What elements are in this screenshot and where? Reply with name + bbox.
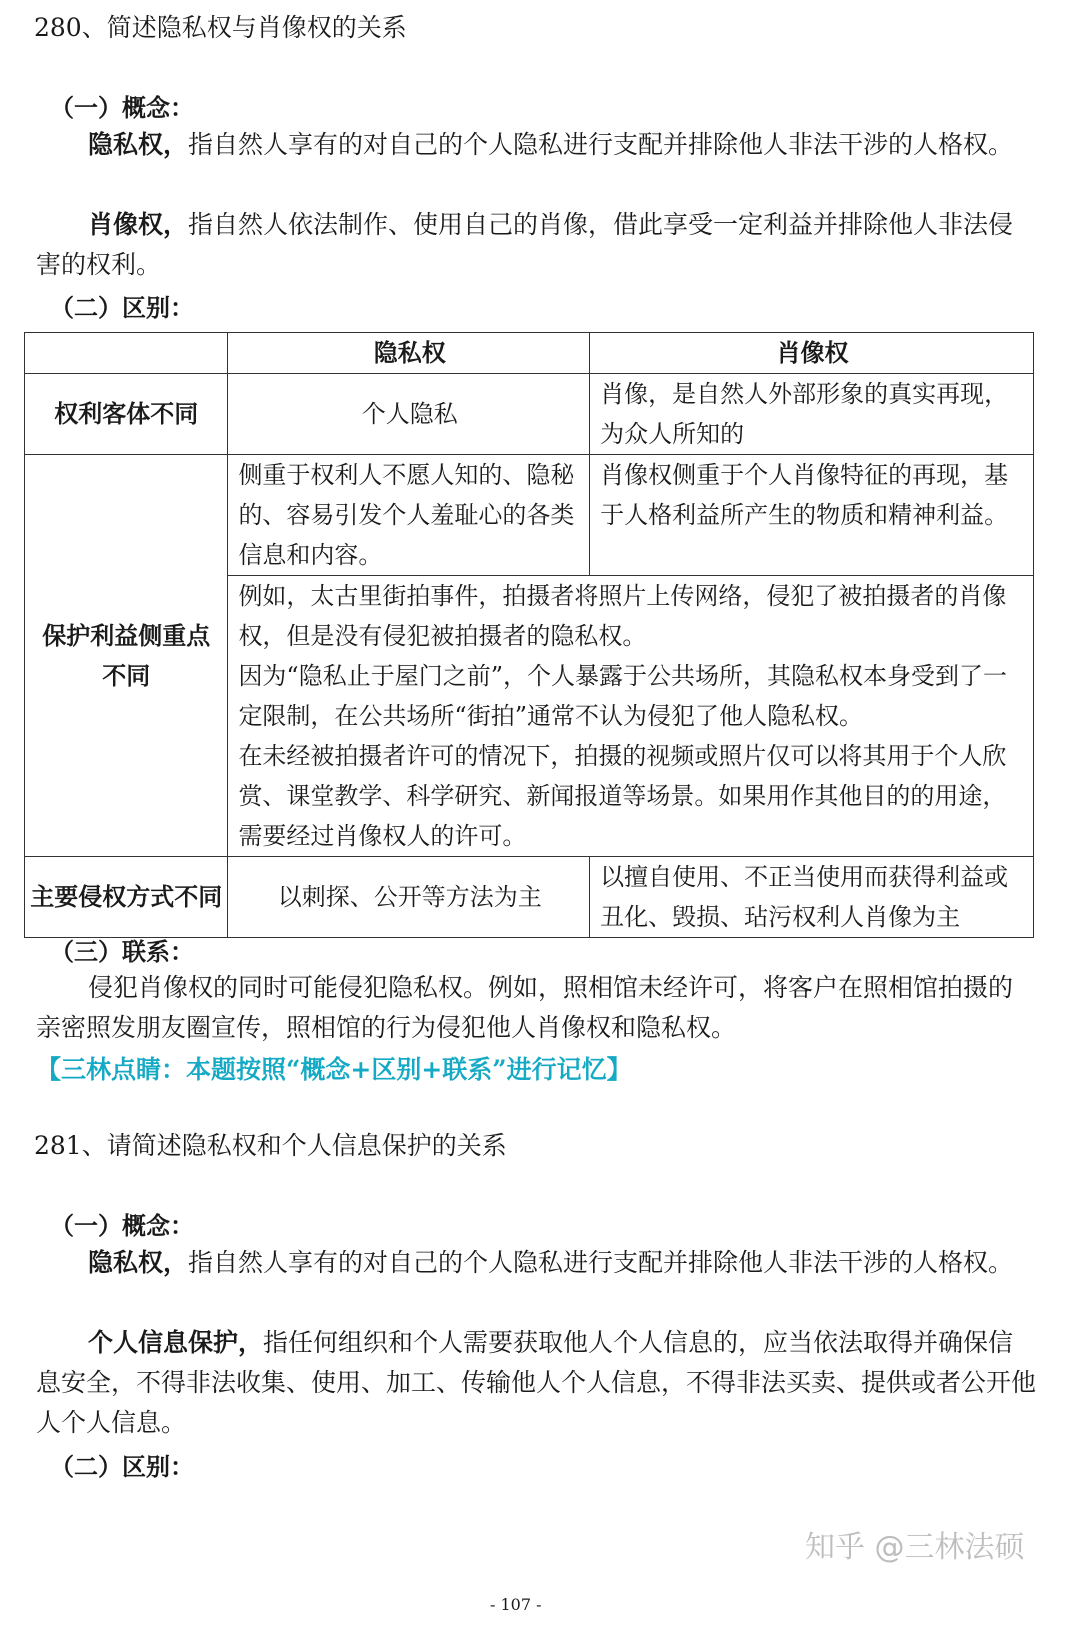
page-number: - 107 - — [490, 1595, 542, 1614]
section-relation-heading: （三）联系： — [50, 937, 194, 966]
table-cell: 侧重于权利人不愿人知的、隐秘的、容易引发个人羞耻心的各类信息和内容。 — [228, 455, 590, 576]
example-text: 在未经被拍摄者许可的情况下，拍摄的视频或照片仅可以将其用于个人欣赏、课堂教学、科学研究、新闻报道等场景。如果用作其他目的的用途，需要经过肖像权人的许可。 — [238, 742, 1007, 850]
table-row — [25, 374, 1034, 455]
table-cell: 肖像权侧重于个人肖像特征的再现，基于人格利益所产生的物质和精神利益。 — [590, 455, 1034, 576]
privacy-right-definition — [36, 125, 1036, 165]
table-header-row — [25, 333, 1034, 374]
column-header-portrait: 肖像权 — [590, 333, 1034, 374]
table-cell: 肖像，是自然人外部形象的真实再现，为众人所知的 — [590, 374, 1034, 455]
table-row — [25, 455, 1034, 576]
term-privacy-right: 隐私权， — [88, 130, 189, 159]
term-personal-info-protection: 个人信息保护， — [88, 1328, 264, 1357]
question-280-title: 280、简述隐私权与肖像权的关系 — [34, 13, 407, 42]
table-cell: 以擅自使用、不正当使用而获得利益或丑化、毁损、玷污权利人肖像为主 — [590, 857, 1034, 938]
definition-text: 指自然人依法制作、使用自己的肖像，借此享受一定利益并排除他人非法侵害的权利。 — [36, 210, 1014, 279]
table-row — [25, 857, 1034, 938]
watermark: 知乎 @三林法硕 — [805, 1530, 1025, 1565]
example-text: 因为“隐私止于屋门之前”，个人暴露于公共场所，其隐私权本身受到了一定限制，在公共场所“街拍”通常不认为侵犯了他人隐私权。 — [238, 662, 1007, 730]
memory-tip: 【三林点睛：本题按照“概念+区别+联系”进行记忆】 — [36, 1055, 632, 1084]
row-header-object: 权利客体不同 — [25, 374, 228, 455]
definition-text: 指自然人享有的对自己的个人隐私进行支配并排除他人非法干涉的人格权。 — [188, 1248, 1014, 1277]
comparison-table — [24, 332, 1034, 938]
table-cell: 个人隐私 — [228, 374, 590, 455]
table-corner-cell — [25, 333, 228, 374]
section-concept-heading: （一）概念： — [50, 93, 194, 122]
term-portrait-right: 肖像权， — [88, 210, 189, 239]
section-concept-heading: （一）概念： — [50, 1211, 194, 1240]
column-header-privacy: 隐私权 — [228, 333, 590, 374]
relation-paragraph: 侵犯肖像权的同时可能侵犯隐私权。例如，照相馆未经许可，将客户在照相馆拍摄的亲密照发朋友圈宣传，照相馆的行为侵犯他人肖像权和隐私权。 — [36, 973, 1014, 1042]
personal-info-definition — [36, 1323, 1036, 1443]
row-header-interest: 保护利益侧重点不同 — [25, 455, 228, 857]
question-281-title: 281、请简述隐私权和个人信息保护的关系 — [34, 1131, 507, 1160]
definition-text: 指自然人享有的对自己的个人隐私进行支配并排除他人非法干涉的人格权。 — [188, 130, 1014, 159]
example-text: 例如，太古里街拍事件，拍摄者将照片上传网络，侵犯了被拍摄者的肖像权，但是没有侵犯被拍摄者的隐私权。 — [238, 582, 1007, 650]
row-header-infringement: 主要侵权方式不同 — [25, 857, 228, 938]
section-difference-heading: （二）区别： — [50, 293, 194, 322]
portrait-right-definition — [36, 205, 1036, 285]
table-cell: 以刺探、公开等方法为主 — [228, 857, 590, 938]
section-difference-heading: （二）区别： — [50, 1452, 194, 1481]
term-privacy-right: 隐私权， — [88, 1248, 189, 1277]
definition-text: 指任何组织和个人需要获取他人个人信息的，应当依法取得并确保信息安全，不得非法收集、使用、加工、传输他人个人信息，不得非法买卖、提供或者公开他人个人信息。 — [36, 1328, 1037, 1437]
example-cell — [228, 576, 1034, 857]
privacy-right-definition — [36, 1243, 1036, 1283]
